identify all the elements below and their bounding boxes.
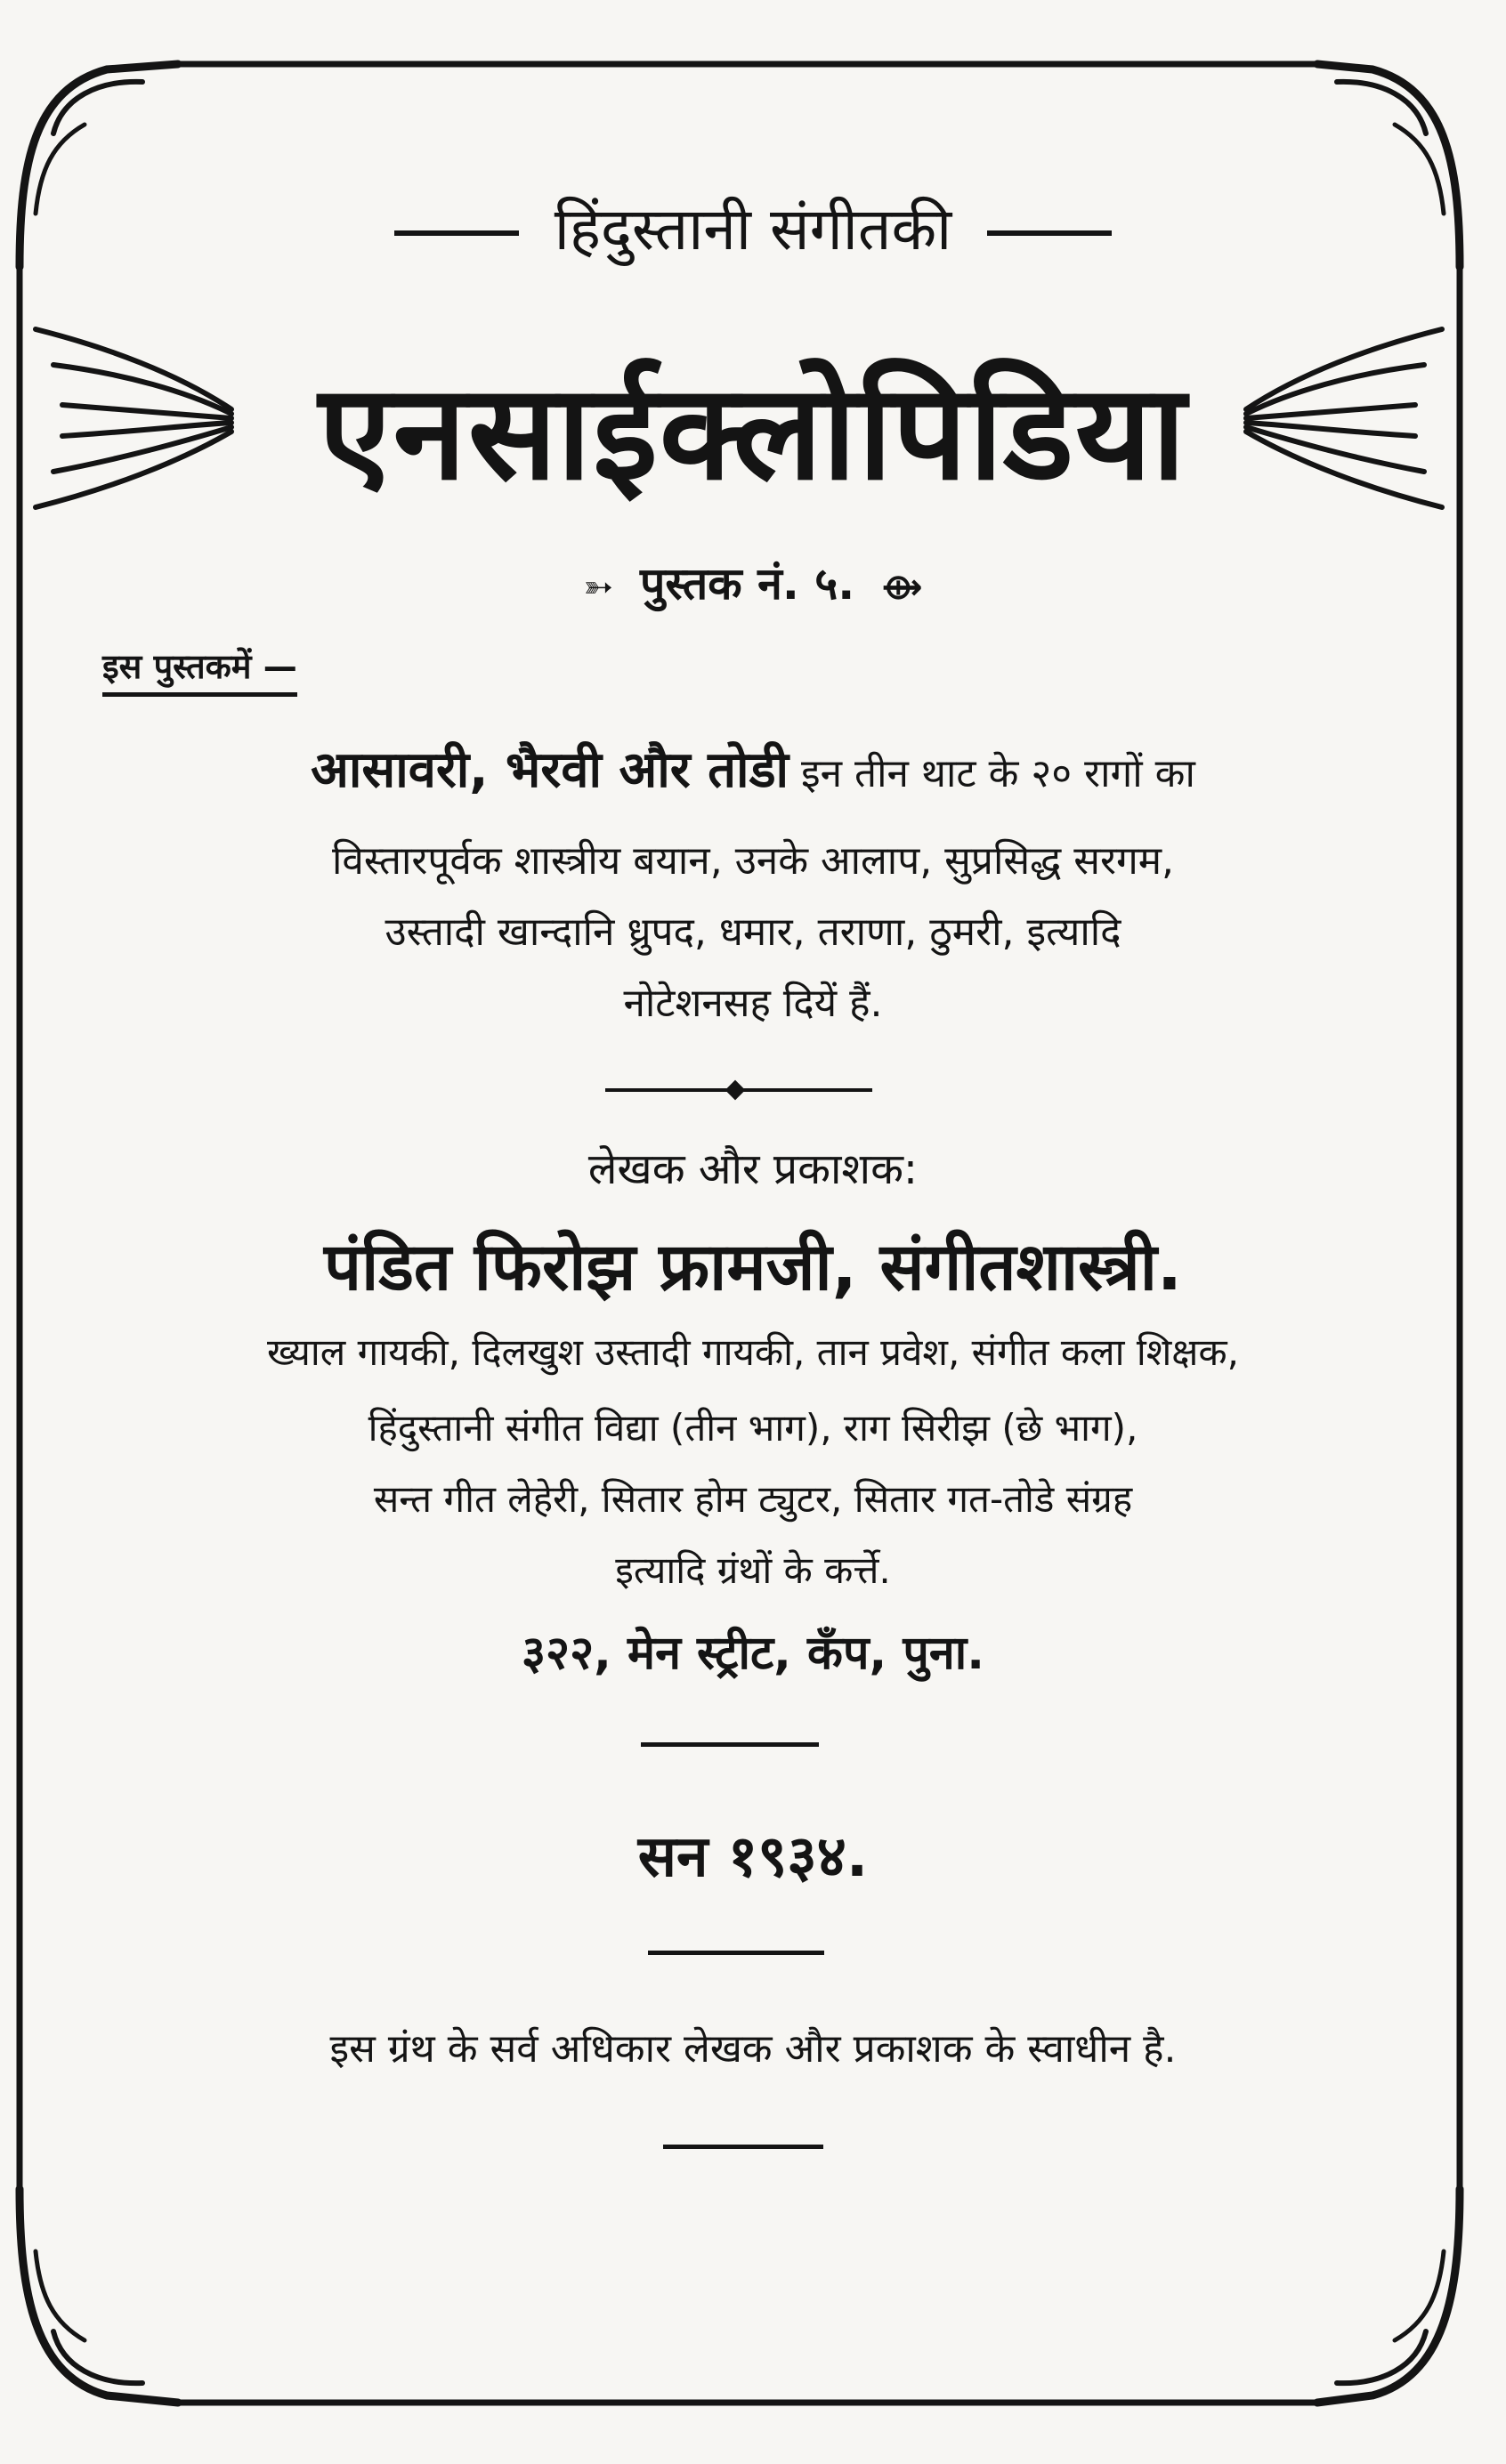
author-name: पंडित फिरोझ फ्रामजी, संगीतशास्त्री. [324, 1229, 1182, 1305]
contents-line-2: विस्तारपूर्वक शास्त्रीय बयान, उनके आलाप, सुप्रसिद्ध सरगम, [331, 838, 1175, 884]
main-title: एनसाईक्लोपिडिया [318, 356, 1188, 509]
contents-line-4: नोटेशनसह दियें हैं. [623, 981, 883, 1026]
contents-line-1 [0, 734, 1506, 802]
works-line-3: सन्त गीत लेहेरी, सितार होम ट्युटर, सितार गत-तोडे संग्रह [373, 1477, 1133, 1521]
works-line-2: हिंदुस्तानी संगीत विद्या (तीन भाग), राग सिरीझ (छे भाग), [368, 1406, 1138, 1450]
subtitle-line [0, 187, 1506, 267]
arrow-left-ornament-icon: ⟴ [881, 566, 923, 608]
left-dash [394, 230, 519, 236]
contents-line-3: उस्तादी खान्दानि ध्रुपद, धमार, तराणा, ठुमरी, इत्यादि [385, 909, 1121, 955]
thaat-names: आसावरी, भैरवी और तोडी [311, 741, 789, 799]
book-number: पुस्तक नं. ५. [639, 558, 855, 610]
year: सन १९३४. [637, 1824, 869, 1890]
works-line-1: ख्याल गायकी, दिलखुश उस्तादी गायकी, तान प्रवेश, संगीत कला शिक्षक, [266, 1330, 1239, 1374]
divider-3 [648, 1951, 824, 1955]
address: ३२२, मेन स्ट्रीट, कॅंप, पुना. [522, 1627, 984, 1680]
book-number-line [0, 552, 1506, 612]
works-line-4: इत्यादि ग्रंथों के कर्त्ते. [615, 1548, 891, 1592]
arrow-right-ornament-icon: ➳ [583, 566, 613, 608]
contents-line-1-rest: इन तीन थाट के २० रागों का [789, 751, 1195, 796]
author-label: लेखक और प्रकाशक: [587, 1144, 919, 1194]
right-dash [987, 230, 1112, 236]
divider-2 [641, 1742, 819, 1747]
contents-label: इस पुस्तकमें — [102, 642, 297, 697]
rights-notice: इस ग्रंथ के सर्व अधिकार लेखक और प्रकाशक के स्वाधीन है. [329, 2026, 1177, 2072]
divider-4 [663, 2145, 823, 2149]
subtitle: हिंदुस्तानी संगीतकी [554, 195, 952, 263]
